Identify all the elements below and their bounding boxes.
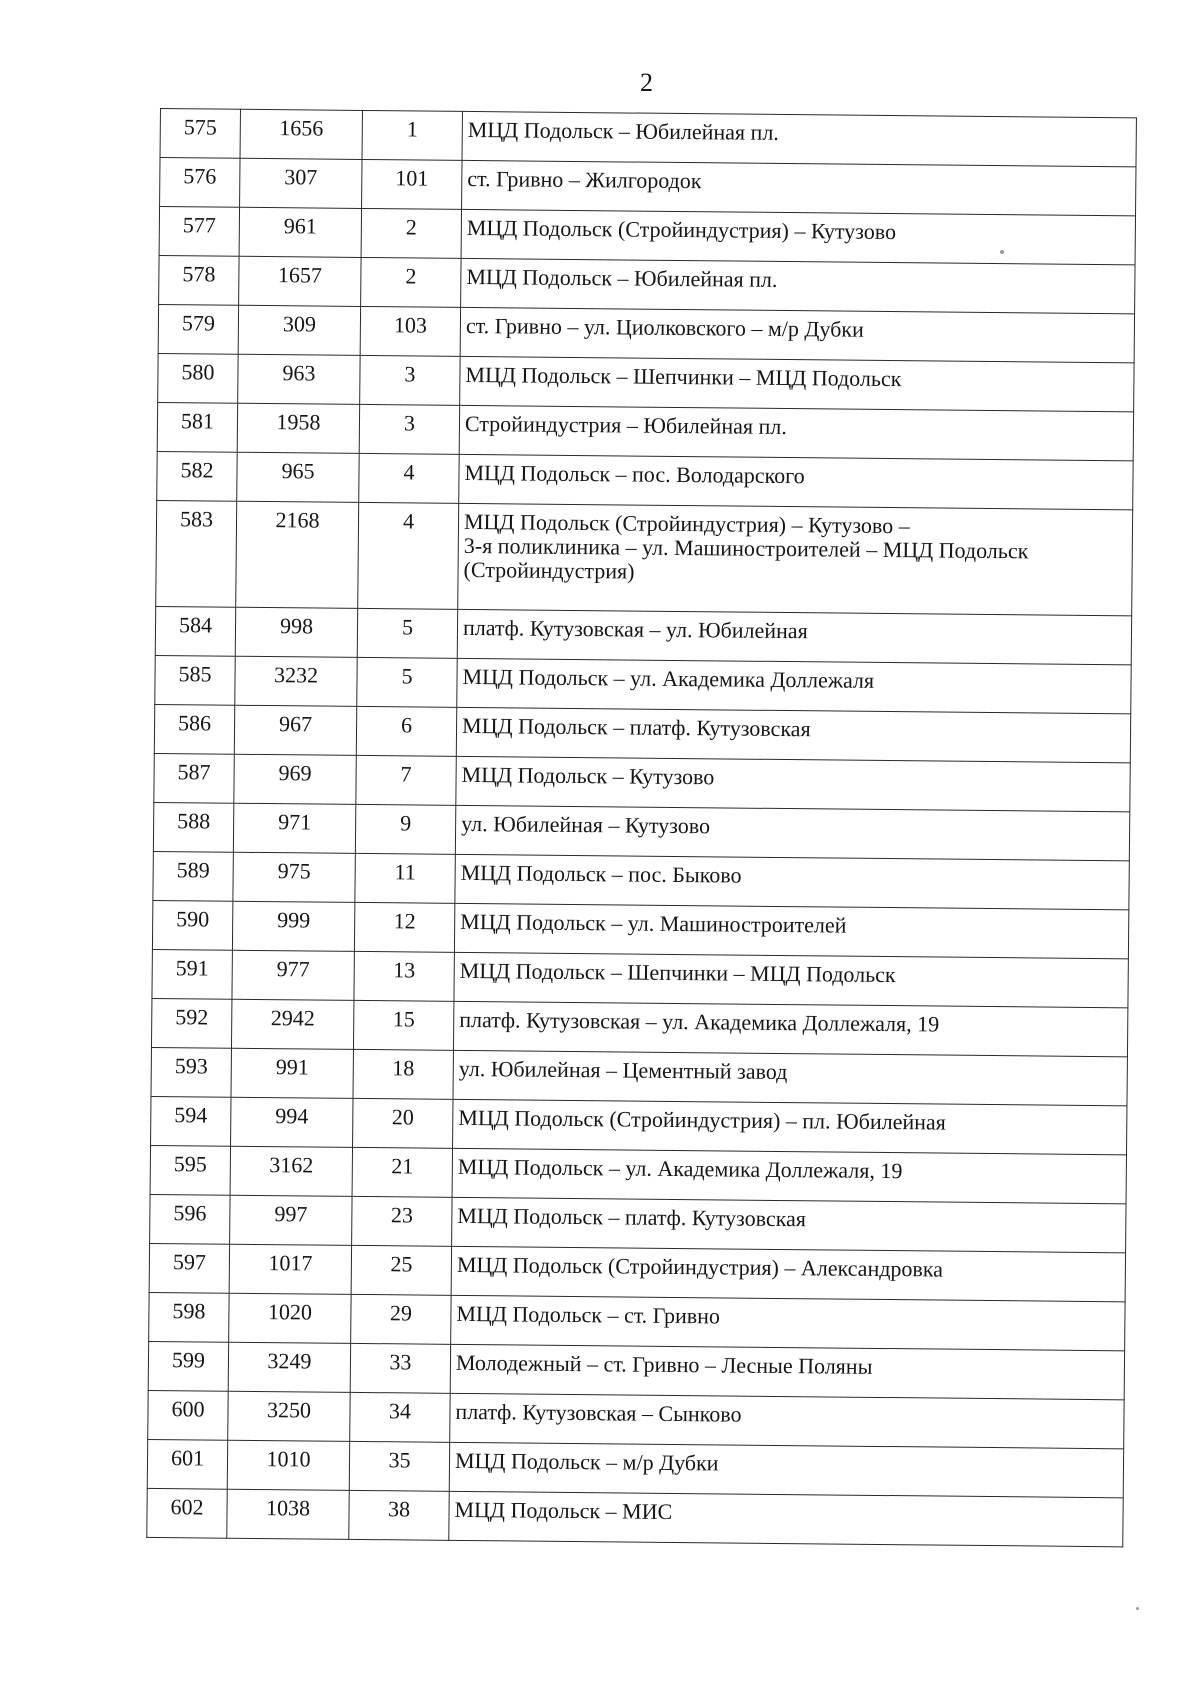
row-number-cell: 584 [155,606,235,656]
route-name-cell: МЦД Подольск – пос. Володарского [459,454,1133,509]
registration-number-cell: 997 [230,1195,352,1245]
route-number-cell: 7 [356,755,456,805]
route-name-cell: ст. Гривно – ул. Циолковского – м/р Дубки [460,307,1134,362]
registration-number-cell: 975 [233,852,355,902]
row-number-cell: 602 [147,1488,227,1538]
registration-number-cell: 307 [240,158,362,208]
route-name-cell: ул. Юбилейная – Кутузово [455,805,1129,860]
route-name-cell: Молодежный – ст. Гривно – Лесные Поляны [450,1344,1124,1399]
registration-number-cell: 1020 [229,1293,351,1343]
route-name-cell: МЦД Подольск – Шепчинки – МЦД Подольск [460,356,1134,411]
route-table-wrapper [146,108,1137,1547]
route-name-cell: МЦД Подольск – Юбилейная пл. [462,111,1136,166]
route-name-cell: МЦД Подольск – м/р Дубки [449,1442,1123,1497]
row-number-cell: 595 [150,1145,230,1195]
route-name-cell: МЦД Подольск – платф. Кутузовская [452,1197,1126,1252]
registration-number-cell: 1657 [239,256,361,306]
row-number-cell: 581 [157,402,237,452]
registration-number-cell: 967 [234,705,356,755]
registration-number-cell: 1010 [227,1440,349,1490]
route-name-cell: МЦД Подольск – ст. Гривно [451,1295,1125,1350]
route-number-cell: 4 [358,502,459,609]
registration-number-cell: 3249 [228,1342,350,1392]
route-name-cell: ул. Юбилейная – Цементный завод [453,1050,1127,1105]
table-row [156,500,1133,615]
route-name-cell: МЦД Подольск – Кутузово [456,756,1130,811]
registration-number-cell: 963 [238,354,360,404]
row-number-cell: 589 [153,851,233,901]
row-number-cell: 593 [151,1047,231,1097]
registration-number-cell: 2942 [231,999,353,1049]
route-number-cell: 38 [349,1490,449,1540]
row-number-cell: 586 [154,704,234,754]
registration-number-cell: 1017 [229,1244,351,1294]
row-number-cell: 601 [147,1439,227,1489]
route-number-cell: 34 [350,1392,450,1442]
registration-number-cell: 998 [235,607,357,657]
registration-number-cell: 965 [237,452,359,502]
scan-speck [1136,1607,1139,1610]
registration-number-cell: 969 [234,754,356,804]
registration-number-cell: 971 [233,803,355,853]
route-number-cell: 2 [361,208,461,258]
registration-number-cell: 309 [238,305,360,355]
route-name-cell: МЦД Подольск – Юбилейная пл. [461,258,1135,313]
route-name-cell: МЦД Подольск – ул. Академика Доллежаля, 19 [452,1148,1126,1203]
route-number-cell: 2 [361,257,461,307]
row-number-cell: 578 [159,255,239,305]
route-name-cell: МЦД Подольск – ул. Академика Доллежаля [457,658,1131,713]
route-number-cell: 5 [357,657,457,707]
route-name-cell: платф. Кутузовская – ул. Академика Доллежаля, 19 [453,1001,1127,1056]
row-number-cell: 575 [160,109,240,159]
route-name-cell: МЦД Подольск – Шепчинки – МЦД Подольск [454,952,1128,1007]
registration-number-cell: 3250 [228,1391,350,1441]
row-number-cell: 590 [152,900,232,950]
row-number-cell: 577 [159,207,239,257]
row-number-cell: 587 [154,753,234,803]
row-number-cell: 600 [148,1390,228,1440]
route-number-cell: 18 [353,1049,453,1099]
route-number-cell: 1 [362,110,462,160]
route-name-cell: МЦД Подольск (Стройиндустрия) – пл. Юбилейная [453,1099,1127,1154]
registration-number-cell: 991 [231,1048,353,1098]
registration-number-cell: 3162 [230,1146,352,1196]
scan-speck [1000,250,1004,254]
route-name-cell: ст. Гривно – Жилгородок [462,160,1136,215]
row-number-cell: 576 [160,158,240,208]
row-number-cell: 583 [156,500,237,607]
route-number-cell: 29 [351,1294,451,1344]
row-number-cell: 582 [157,451,237,501]
row-number-cell: 588 [153,802,233,852]
route-name-cell: МЦД Подольск (Стройиндустрия) – Кутузово – 3-я поликлиника – ул. Машиностроителей – МЦД Подольск (Стройиндустрия) [458,503,1133,615]
row-number-cell: 599 [148,1341,228,1391]
route-number-cell: 13 [354,951,454,1001]
route-number-cell: 23 [352,1196,452,1246]
registration-number-cell: 1958 [237,403,359,453]
route-number-cell: 21 [352,1147,452,1197]
row-number-cell: 597 [149,1243,229,1293]
route-number-cell: 6 [356,706,456,756]
row-number-cell: 585 [155,655,235,705]
route-name-cell: МЦД Подольск – ул. Машиностроителей [454,903,1128,958]
route-number-cell: 35 [349,1441,449,1491]
registration-number-cell: 2168 [236,501,359,608]
route-number-cell: 9 [355,804,455,854]
route-table [146,108,1137,1547]
registration-number-cell: 1656 [240,109,362,159]
route-table-body [147,109,1137,1547]
route-name-cell: МЦД Подольск (Стройиндустрия) – Александровка [451,1246,1125,1301]
route-number-cell: 11 [355,853,455,903]
route-number-cell: 101 [362,159,462,209]
route-name-cell: МЦД Подольск – пос. Быково [455,854,1129,909]
registration-number-cell: 999 [232,901,354,951]
row-number-cell: 598 [149,1292,229,1342]
page-number: 2 [640,68,653,97]
route-name-cell: МЦД Подольск – МИС [449,1491,1123,1546]
route-name-cell: платф. Кутузовская – Сынково [450,1393,1124,1448]
route-number-cell: 5 [357,608,457,658]
route-number-cell: 3 [359,404,459,454]
route-number-cell: 15 [353,1000,453,1050]
row-number-cell: 591 [152,949,232,999]
route-number-cell: 103 [360,306,460,356]
registration-number-cell: 3232 [235,656,357,706]
route-name-cell: платф. Кутузовская – ул. Юбилейная [457,609,1131,664]
route-number-cell: 4 [359,453,459,503]
registration-number-cell: 1038 [227,1489,349,1539]
route-number-cell: 33 [350,1343,450,1393]
row-number-cell: 580 [158,353,238,403]
row-number-cell: 594 [151,1096,231,1146]
route-name-cell: МЦД Подольск – платф. Кутузовская [456,707,1130,762]
route-name-cell: МЦД Подольск (Стройиндустрия) – Кутузово [461,209,1135,264]
registration-number-cell: 994 [231,1097,353,1147]
route-number-cell: 25 [351,1245,451,1295]
route-number-cell: 20 [353,1098,453,1148]
route-number-cell: 3 [360,355,460,405]
registration-number-cell: 977 [232,950,354,1000]
table-row [147,1488,1123,1546]
registration-number-cell: 961 [239,207,361,257]
row-number-cell: 579 [158,304,238,354]
route-number-cell: 12 [354,902,454,952]
route-name-cell: Стройиндустрия – Юбилейная пл. [459,405,1133,460]
row-number-cell: 596 [150,1194,230,1244]
row-number-cell: 592 [151,998,231,1048]
